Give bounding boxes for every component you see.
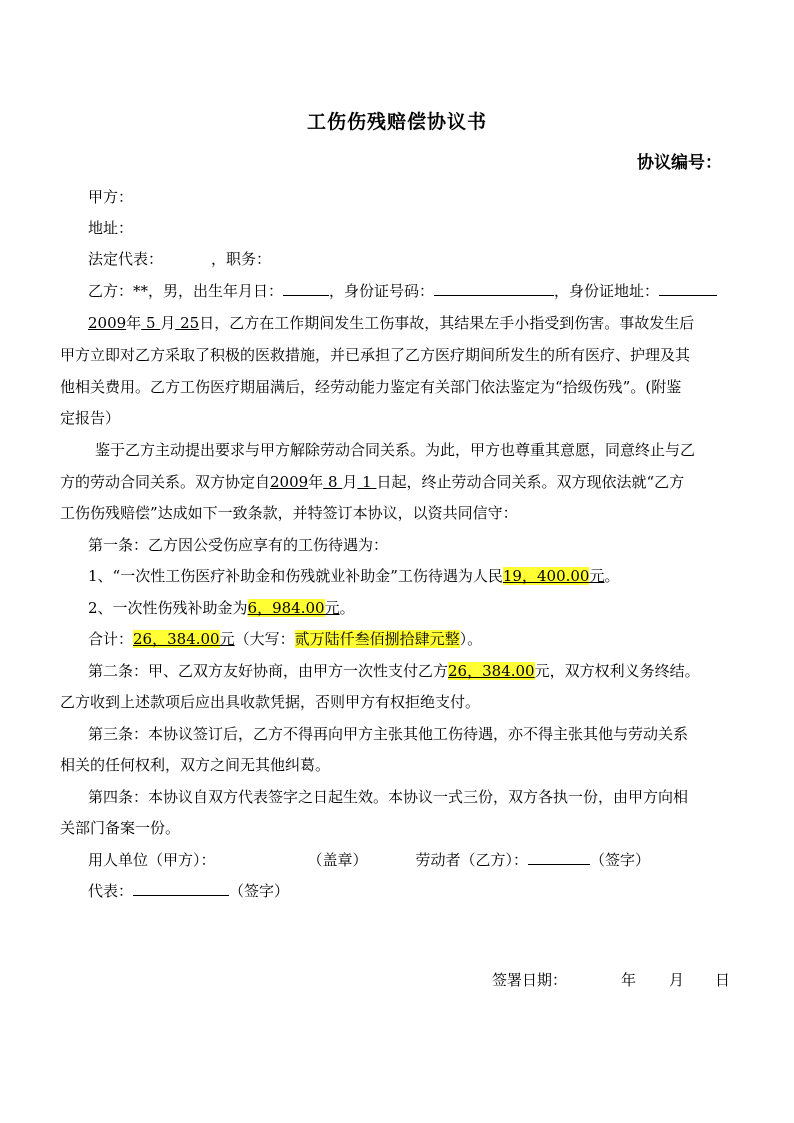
worker-sign-label: （签字） [590, 851, 651, 869]
termination-day: 1 [362, 473, 372, 491]
worker-label: 劳动者（乙方）： [415, 851, 529, 869]
item2-end: 。 [339, 599, 355, 617]
month-unit: 月 [342, 473, 358, 491]
article2-amount: 26，384.00 [448, 662, 535, 680]
id-address-blank [659, 281, 717, 296]
date-day: 日 [715, 971, 731, 989]
termination-year: 2009 [270, 473, 309, 491]
signing-date-line [492, 970, 732, 990]
item1-unit: 元 [589, 567, 605, 585]
date-month: 月 [669, 971, 685, 989]
para1-line2: 甲方立即对乙方采取了积极的医救措施，并已承担了乙方医疗期间所发生的所有医疗、护理及其 [60, 346, 691, 364]
legal-rep-label: 法定代表： [88, 250, 164, 268]
employer-label: 用人单位（甲方）： [88, 851, 216, 869]
accident-month: 5 [145, 314, 156, 332]
article3-line2: 相关的任何权利，双方之间无其他纠葛。 [60, 756, 331, 774]
item1-text: 1、“一次性工伤医疗补助金和伤残就业补助金”工伤待遇为人民 [88, 567, 503, 585]
para1-line3: 他相关费用。乙方工伤医疗期届满后，经劳动能力鉴定有关部门依法鉴定为“拾级伤残”。(附鉴 [60, 378, 682, 396]
article1-item1 [60, 566, 760, 586]
representative-label: 代表： [88, 882, 134, 900]
termination-month: 8 [328, 473, 338, 491]
address-line [60, 218, 760, 238]
representative-line [60, 881, 760, 901]
article2-line1 [60, 661, 760, 681]
document-title: 工伤伤残赔偿协议书 [306, 111, 487, 133]
caps-label: （大写： [234, 630, 295, 648]
worker-signature-blank [528, 850, 590, 865]
article1-total [60, 629, 760, 649]
signing-date-label: 签署日期： [492, 971, 568, 989]
signature-line [60, 850, 760, 870]
article3-line1: 第三条：本协议签订后，乙方不得再向甲方主张其他工伤待遇，亦不得主张其他与劳动关系 [88, 725, 689, 743]
article2-line2: 乙方收到上述款项后应出具收款凭据，否则甲方有权拒绝支付。 [60, 693, 481, 711]
seal-label: （盖章） [307, 851, 368, 869]
position-label: ，职务： [211, 250, 272, 268]
party-b-info: 乙方：**，男，出生年月日： [88, 282, 284, 300]
para2-line1: 鉴于乙方主动提出要求与甲方解除劳动合同关系。为此，甲方也尊重其意愿，同意终止与乙 [95, 441, 696, 459]
article4-line1: 第四条：本协议自双方代表签字之日起生效。本协议一式三份，双方各执一份，由甲方向相 [88, 788, 689, 806]
item2-unit: 元 [324, 599, 340, 617]
total-amount: 26，384.00 [133, 630, 220, 648]
year-unit: 年 [126, 314, 142, 332]
party-a-label: 甲方： [88, 188, 134, 206]
total-amount-in-words: 贰万陆仟叁佰捌拾肆元整 [294, 630, 460, 648]
id-address-label: ，身份证地址： [554, 282, 660, 300]
item1-amount: 19，400.00 [502, 567, 590, 585]
id-number-label: ，身份证号码： [329, 282, 435, 300]
para2-text-a: 方的劳动合同关系。双方协定自 [60, 473, 271, 491]
item1-amount-group [503, 567, 605, 585]
party-a-line [60, 187, 760, 207]
para1-text: 日，乙方在工作期间发生工伤事故，其结果左手小指受到伤害。事故发生后 [199, 314, 695, 332]
month-unit: 月 [160, 314, 176, 332]
birth-date-blank [283, 281, 329, 296]
total-amount-group [133, 630, 235, 648]
article2-text-a: 第二条：甲、乙双方友好协商，由甲方一次性支付乙方 [88, 662, 449, 680]
party-b-line [60, 281, 760, 301]
article1-heading: 第一条：乙方因公受伤应享有的工伤待遇为： [88, 536, 389, 554]
caps-end: ）。 [459, 630, 483, 648]
para1-line4: 定报告） [60, 409, 121, 427]
article1-item2 [60, 598, 760, 618]
date-year: 年 [621, 971, 637, 989]
id-number-blank [434, 281, 554, 296]
year-unit: 年 [308, 473, 324, 491]
legal-rep-line [60, 249, 760, 269]
article2-text-b: 元，双方权利义务终结。 [534, 662, 700, 680]
representative-signature-blank [133, 881, 229, 896]
item1-end: 。 [604, 567, 620, 585]
representative-sign-label: （签字） [229, 882, 290, 900]
accident-year: 2009 [88, 314, 127, 332]
address-label: 地址： [88, 219, 134, 237]
para1-line1 [60, 313, 760, 333]
article4-line2: 关部门备案一份。 [60, 819, 181, 837]
total-unit: 元 [219, 630, 235, 648]
total-label: 合计： [88, 630, 134, 648]
para2-text-b: 日起，终止劳动合同关系。双方现依法就“乙方 [376, 473, 685, 491]
item2-text: 2、一次性伤残补助金为 [88, 599, 248, 617]
accident-day: 25 [180, 314, 200, 332]
para2-line3: 工伤伤残赔偿”达成如下一致条款，并特签订本协议，以资共同信守： [60, 504, 518, 522]
item2-amount: 6，984.00 [247, 599, 325, 617]
para2-line2 [60, 472, 732, 492]
agreement-number-label: 协议编号： [637, 153, 722, 173]
item2-amount-group [248, 599, 340, 617]
